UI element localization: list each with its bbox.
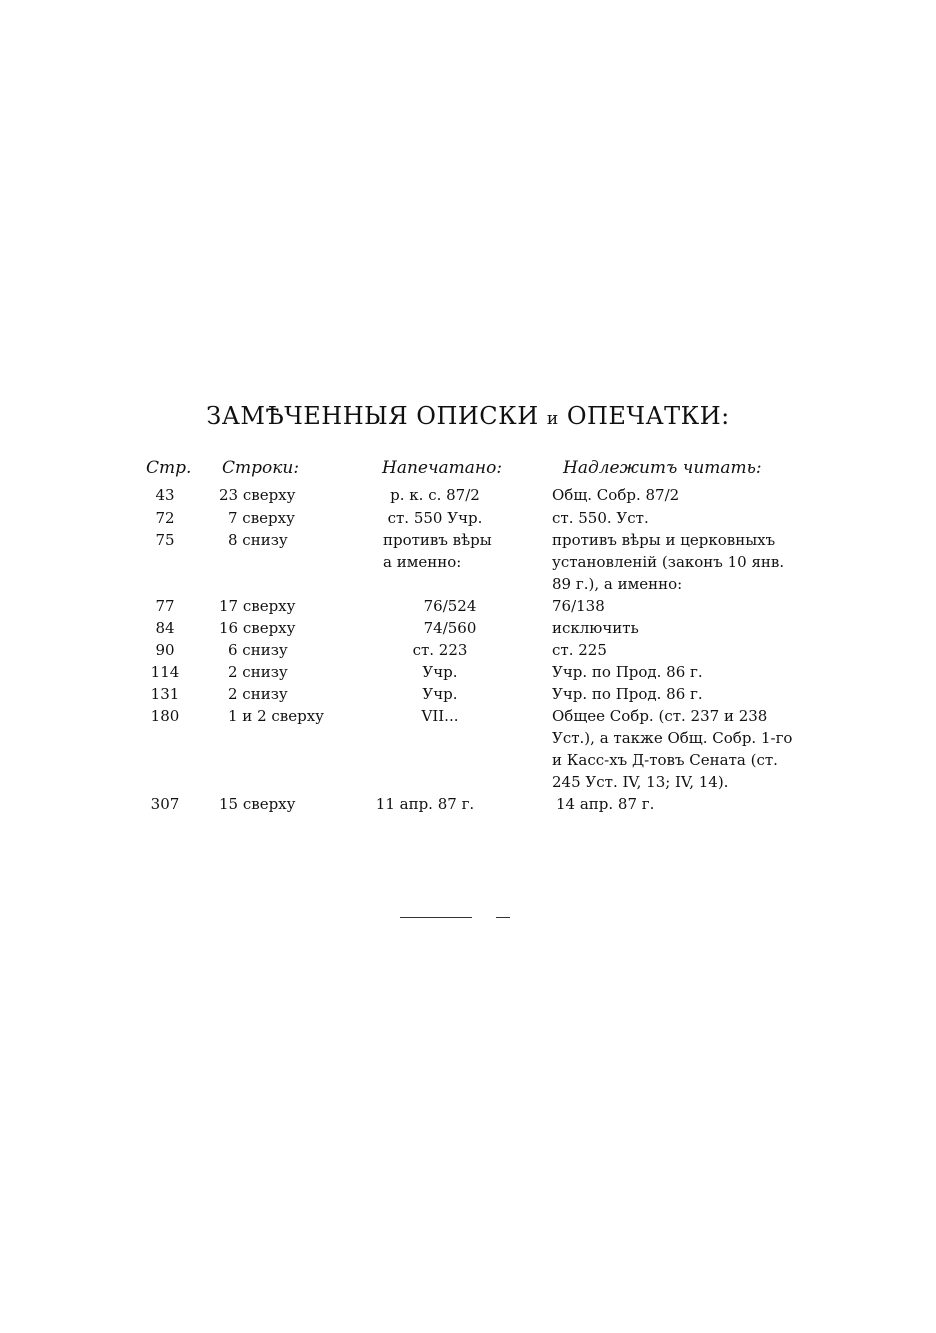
row-5-page: 84: [155, 619, 175, 637]
row-9-printed: VII...: [421, 707, 459, 725]
row-3-read-line-3: 89 г.), а именно:: [552, 575, 683, 593]
row-9-lines: 1 и 2 сверху: [228, 707, 324, 725]
row-8-should-read: [552, 683, 797, 705]
row-1-read-line: Общ. Собр. 87/2: [552, 486, 680, 504]
header-printed: Напечатано:: [382, 458, 503, 478]
row-6-should-read: [552, 639, 797, 661]
row-2-printed: ст. 550 Учр.: [387, 509, 483, 527]
row-9-page: 180: [150, 707, 180, 725]
row-7-printed: Учр.: [422, 663, 458, 681]
title-part-1: ЗАМѢЧЕННЫЯ ОПИСКИ: [206, 402, 539, 430]
row-9-should-read: [552, 705, 797, 793]
row-8-lines: 2 снизу: [228, 685, 288, 703]
row-10-printed: 11 апр. 87 г.: [375, 795, 475, 813]
row-8-read-line: Учр. по Прод. 86 г.: [552, 685, 703, 703]
row-6-read-line: ст. 225: [552, 641, 607, 659]
row-4-should-read: [552, 595, 797, 617]
row-8-printed: Учр.: [422, 685, 458, 703]
header-should-read: Надлежитъ читать:: [563, 458, 762, 478]
row-9-read-line-1: Общее Собр. (ст. 237 и 238: [552, 707, 768, 725]
row-7-should-read: [552, 661, 797, 683]
row-3-printed-line-2: а именно:: [383, 553, 462, 571]
row-7-read-line: Учр. по Прод. 86 г.: [552, 663, 703, 681]
row-3-should-read: [552, 529, 797, 595]
row-3-read-line-2: установленій (законъ 10 янв.: [552, 553, 785, 571]
row-10-lines: 15 сверху: [219, 795, 296, 813]
row-3-page: 75: [155, 531, 175, 549]
row-2-read-line: ст. 550. Уст.: [552, 509, 649, 527]
row-4-read-line: 76/138: [552, 597, 605, 615]
row-4-printed: 76/524: [423, 597, 477, 615]
row-6-lines: 6 снизу: [228, 641, 288, 659]
row-4-page: 77: [155, 597, 175, 615]
row-2-lines: 7 сверху: [228, 509, 295, 527]
row-1-lines: 23 сверху: [219, 486, 296, 504]
row-8-page: 131: [150, 685, 180, 703]
row-3-printed: [355, 529, 505, 573]
row-4-lines: 17 сверху: [219, 597, 296, 615]
row-6-page: 90: [155, 641, 175, 659]
header-page: Стр.: [146, 458, 192, 478]
row-10-read-line: 14 апр. 87 г.: [556, 795, 655, 813]
row-6-printed: ст. 223: [412, 641, 468, 659]
row-1-page: 43: [155, 486, 175, 504]
row-5-lines: 16 сверху: [219, 619, 296, 637]
header-lines: Строки:: [222, 458, 300, 478]
row-2-should-read: [552, 507, 797, 529]
row-5-read-line: исключить: [552, 619, 639, 637]
row-3-printed-line-1: противъ вѣры: [383, 531, 492, 549]
row-2-page: 72: [155, 509, 175, 527]
row-5-printed: 74/560: [423, 619, 477, 637]
row-10-should-read: [556, 793, 801, 815]
title-conjunction: и: [546, 409, 559, 429]
row-5-should-read: [552, 617, 797, 639]
errata-title: [0, 402, 936, 430]
row-7-page: 114: [150, 663, 180, 681]
row-7-lines: 2 снизу: [228, 663, 288, 681]
row-3-read-line-1: противъ вѣры и церковныхъ: [552, 531, 776, 549]
row-3-lines: 8 снизу: [228, 531, 288, 549]
end-rule-left: [400, 917, 472, 918]
row-1-printed: р. к. с. 87/2: [390, 486, 480, 504]
row-9-read-line-3: и Касс-хъ Д-товъ Сената (ст.: [552, 751, 778, 769]
row-9-read-line-2: Уст.), а также Общ. Собр. 1-го: [552, 729, 793, 747]
title-part-2: ОПЕЧАТКИ:: [566, 402, 730, 430]
row-9-read-line-4: 245 Уст. IV, 13; IV, 14).: [552, 773, 729, 791]
row-1-should-read: [552, 484, 797, 506]
row-10-page: 307: [150, 795, 180, 813]
end-rule-right: [496, 917, 510, 918]
